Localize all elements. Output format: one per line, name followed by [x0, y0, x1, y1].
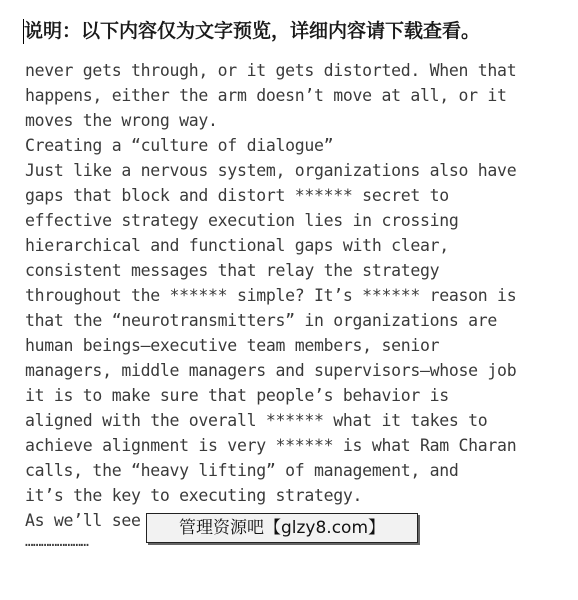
body-line: effective strategy execution lies in crossing [25, 211, 459, 230]
body-line: consistent messages that relay the strategy [25, 261, 440, 280]
body-line: Just like a nervous system, organizations also have [25, 161, 517, 180]
watermark-banner: 管理资源吧【glzy8.com】 [146, 513, 418, 543]
body-line: it’s the key to executing strategy. [25, 486, 363, 505]
document-body [25, 58, 565, 533]
body-line: gaps that block and distort ****** secret to [25, 186, 449, 205]
body-line: managers, middle managers and supervisors—whose job [25, 361, 517, 380]
section-heading: Creating a “culture of dialogue” [25, 136, 334, 155]
body-line: moves the wrong way. [25, 111, 218, 130]
body-line: human beings—executive team members, senior [25, 336, 440, 355]
body-line: never gets through, or it gets distorted. When that [25, 61, 517, 80]
body-line: As we’ll see [25, 511, 141, 530]
body-line: happens, either the arm doesn’t move at all, or it [25, 86, 507, 105]
preview-notice: 说明：以下内容仅为文字预览，详细内容请下载查看。 [24, 20, 481, 42]
body-line: hierarchical and functional gaps with clear, [25, 236, 449, 255]
body-line: aligned with the overall ****** what it takes to [25, 411, 488, 430]
body-line: that the “neurotransmitters” in organizations are [25, 311, 498, 330]
body-line: it is to make sure that people’s behavior is [25, 386, 449, 405]
body-line: achieve alignment is very ****** is what Ram Charan [25, 436, 517, 455]
body-line: throughout the ****** simple? It’s ****** reason is [25, 286, 517, 305]
body-line: calls, the “heavy lifting” of management, and [25, 461, 459, 480]
truncation-dots: …………………… [25, 534, 89, 550]
